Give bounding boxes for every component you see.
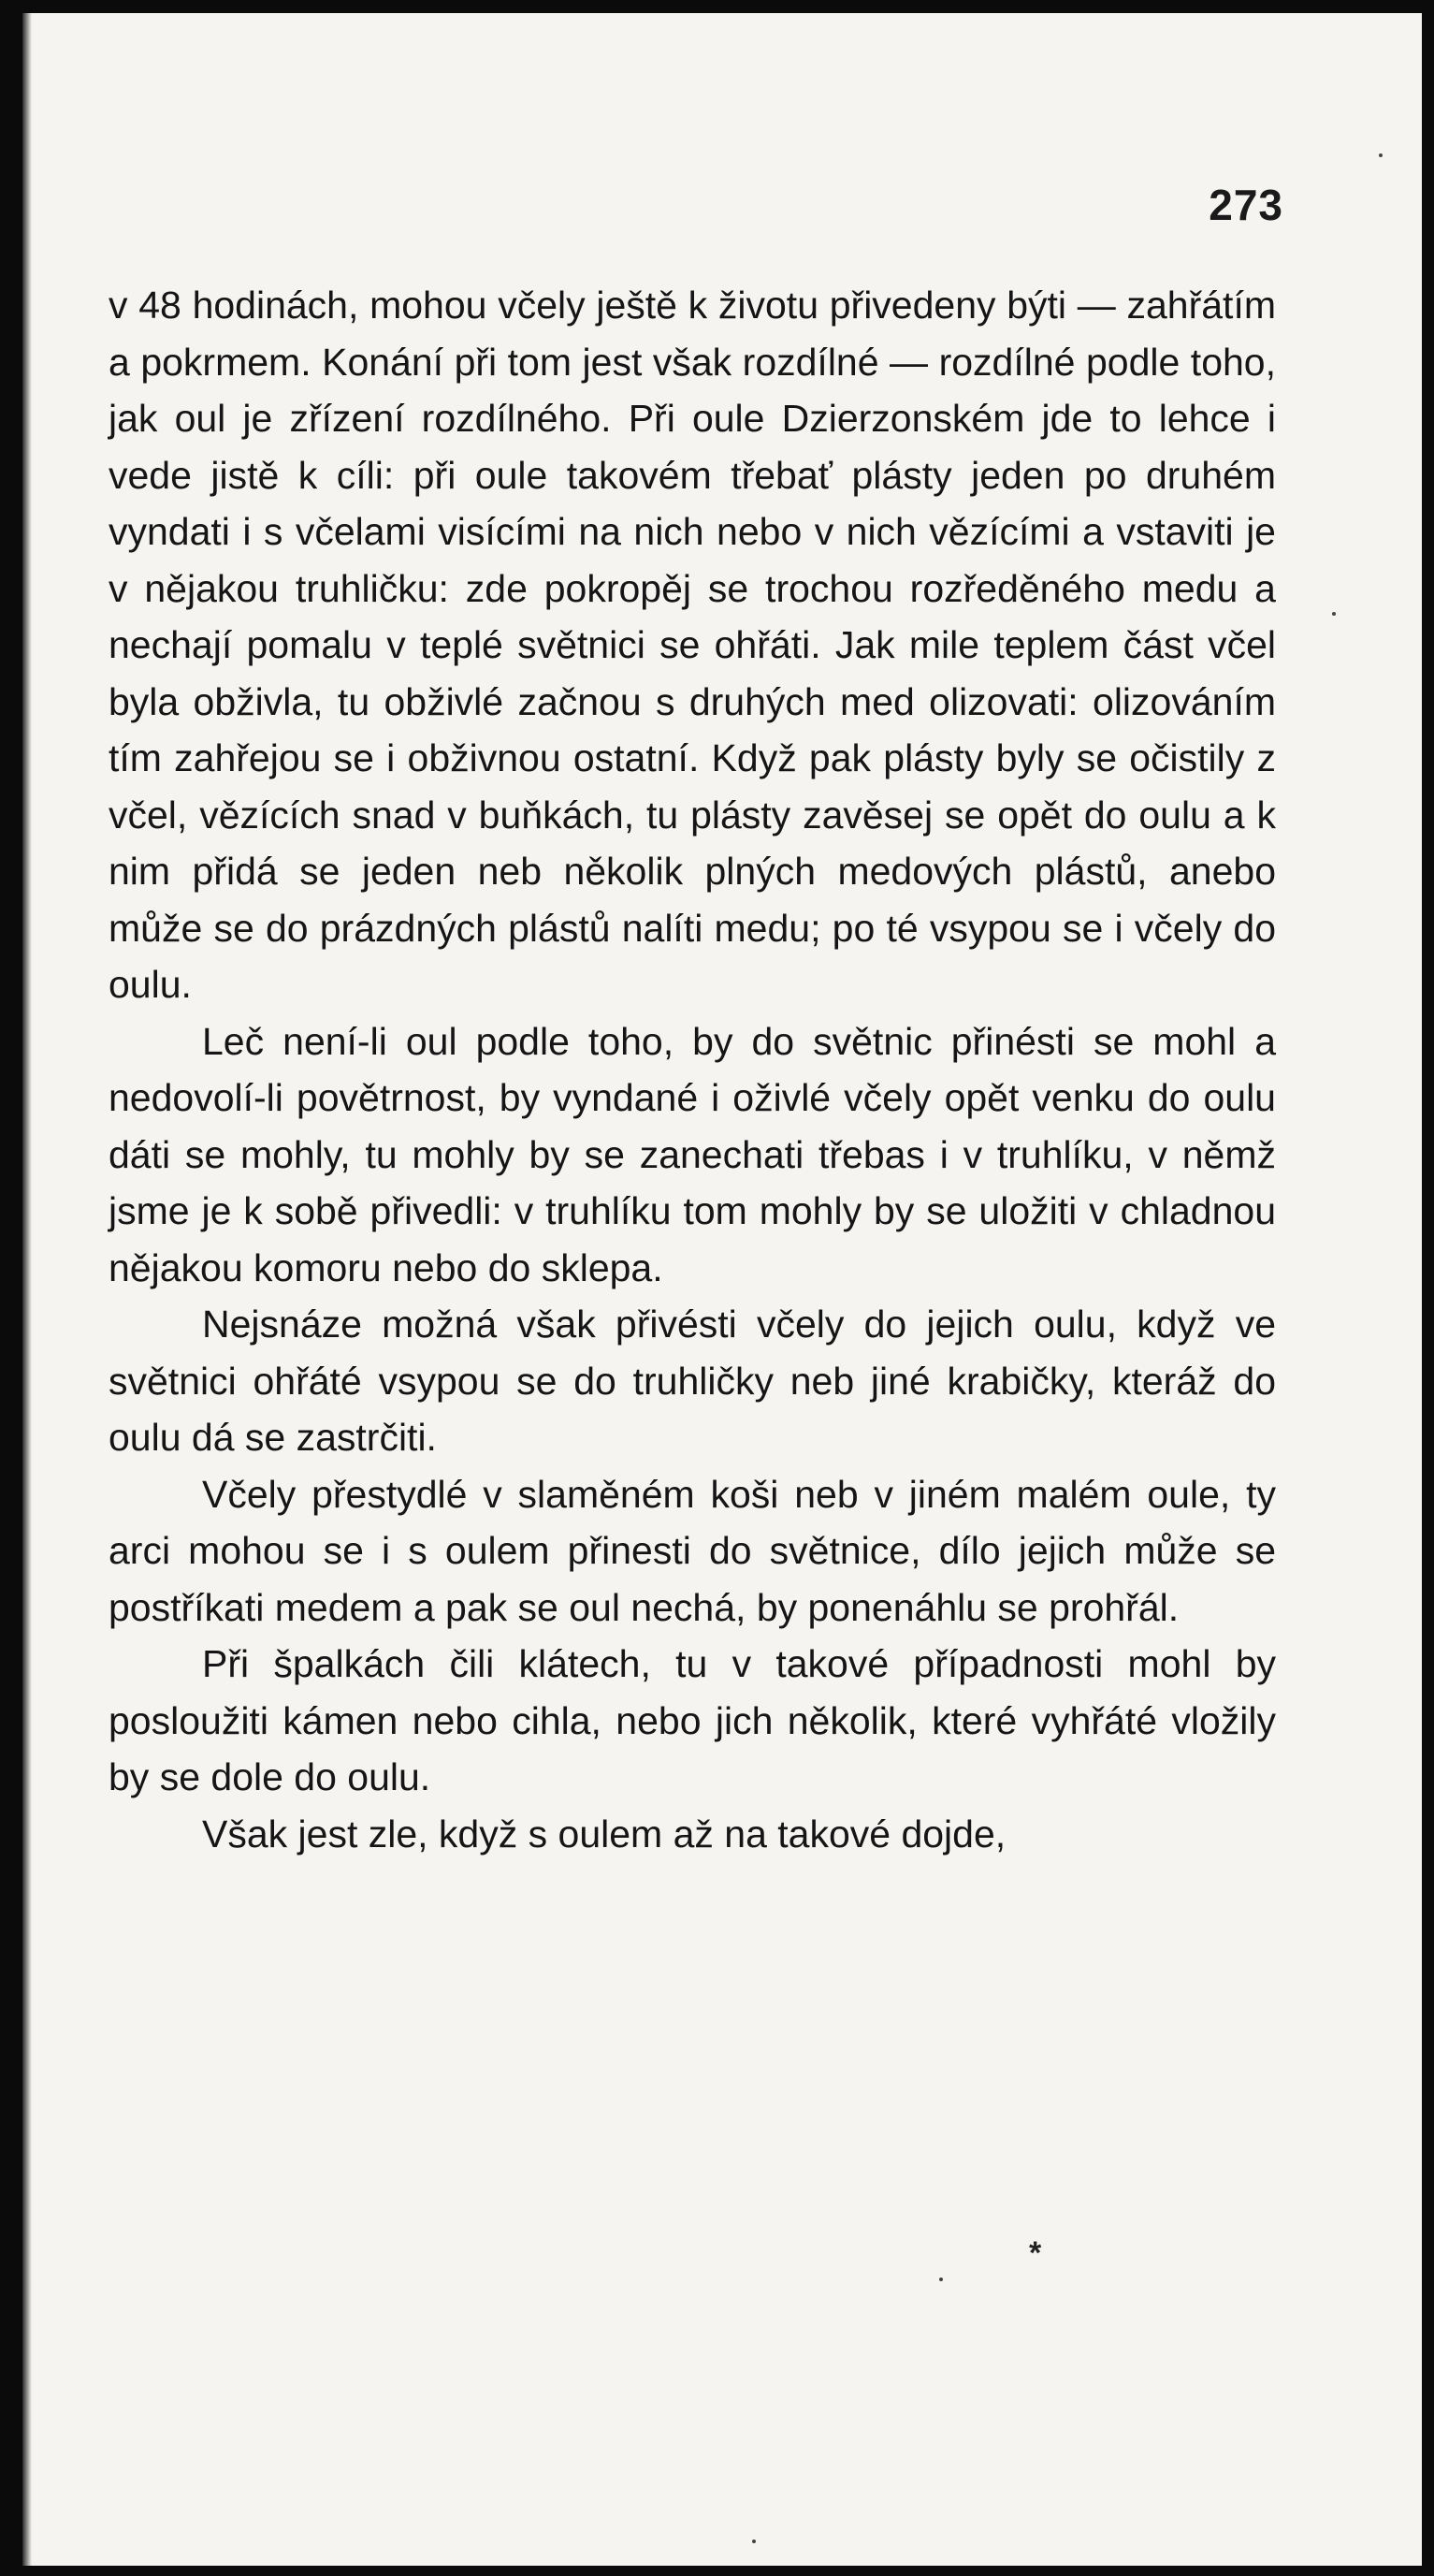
- paper-speck: [752, 2540, 756, 2543]
- page-binding-edge: [22, 13, 32, 2566]
- paragraph-5: Při špalkách čili klátech, tu v takové případnosti mohl by posloužiti kámen nebo cihla, nebo jich několik, které vyhřáté vložily by se dole do oulu.: [109, 1642, 1276, 1798]
- page-body-text: [109, 277, 1276, 1862]
- paragraph-6: Však jest zle, když s oulem až na takové dojde,: [202, 1812, 1007, 1856]
- paper-speck: [1332, 612, 1336, 616]
- signature-mark: *: [1029, 2235, 1042, 2271]
- page-number: 273: [1209, 181, 1283, 229]
- paper-speck: [939, 2278, 943, 2281]
- paragraph-2: Leč není-li oul podle toho, by do světnic přinésti se mohl a nedovolí-li povětrnost, by vyndané i oživlé včely opět venku do oulu dáti se mohly, tu mohly by se zanechati třebas i v truhlíku, v němž jsme je k sobě přivedli: v truhlíku tom mohly by se uložiti v chladnou nějakou komoru nebo do sklepa.: [109, 1019, 1276, 1289]
- book-page: [22, 13, 1422, 2566]
- paragraph-4: Včely přestydlé v slaměném koši neb v jiném malém oule, ty arci mohou se i s oulem přinesti do světnice, dílo jejich může se postříkati medem a pak se oul nechá, by ponenáhlu se prohřál.: [109, 1472, 1276, 1629]
- paragraph-3: Nejsnáze možná však přivésti včely do jejich oulu, když ve světnici ohřáté vsypou se do truhličky neb jiné krabičky, kteráž do oulu dá se zastrčiti.: [109, 1303, 1276, 1459]
- paper-speck: [1379, 153, 1383, 157]
- paragraph-1: v 48 hodinách, mohou včely ještě k životu přivedeny býti — zahřátím a pokrmem. Konání při tom jest však rozdílné — rozdílné podle toho, jak oul je zřízení rozdílného. Při oule Dzierzonském jde to lehce i vede jistě k cíli: při oule takovém třebať plásty jeden po druhém vyndati i s včelami visícími na nich nebo v nich vězícími a vstaviti je v nějakou truhličku: zde pokropěj se trochou rozředěného medu a nechají pomalu v teplé světnici se ohřáti. Jak mile teplem část včel byla obživla, tu obživlé začnou s druhých med olizovati: olizováním tím zahřejou se i obživnou ostatní. Když pak plásty byly se očistily z včel, vězících snad v buňkách, tu plásty zavěsej se opět do oulu a k nim přidá se jeden neb několik plných medových plástů, anebo může se do prázdných plástů nalíti medu; po té vsypou se i včely do oulu.: [109, 284, 1276, 1006]
